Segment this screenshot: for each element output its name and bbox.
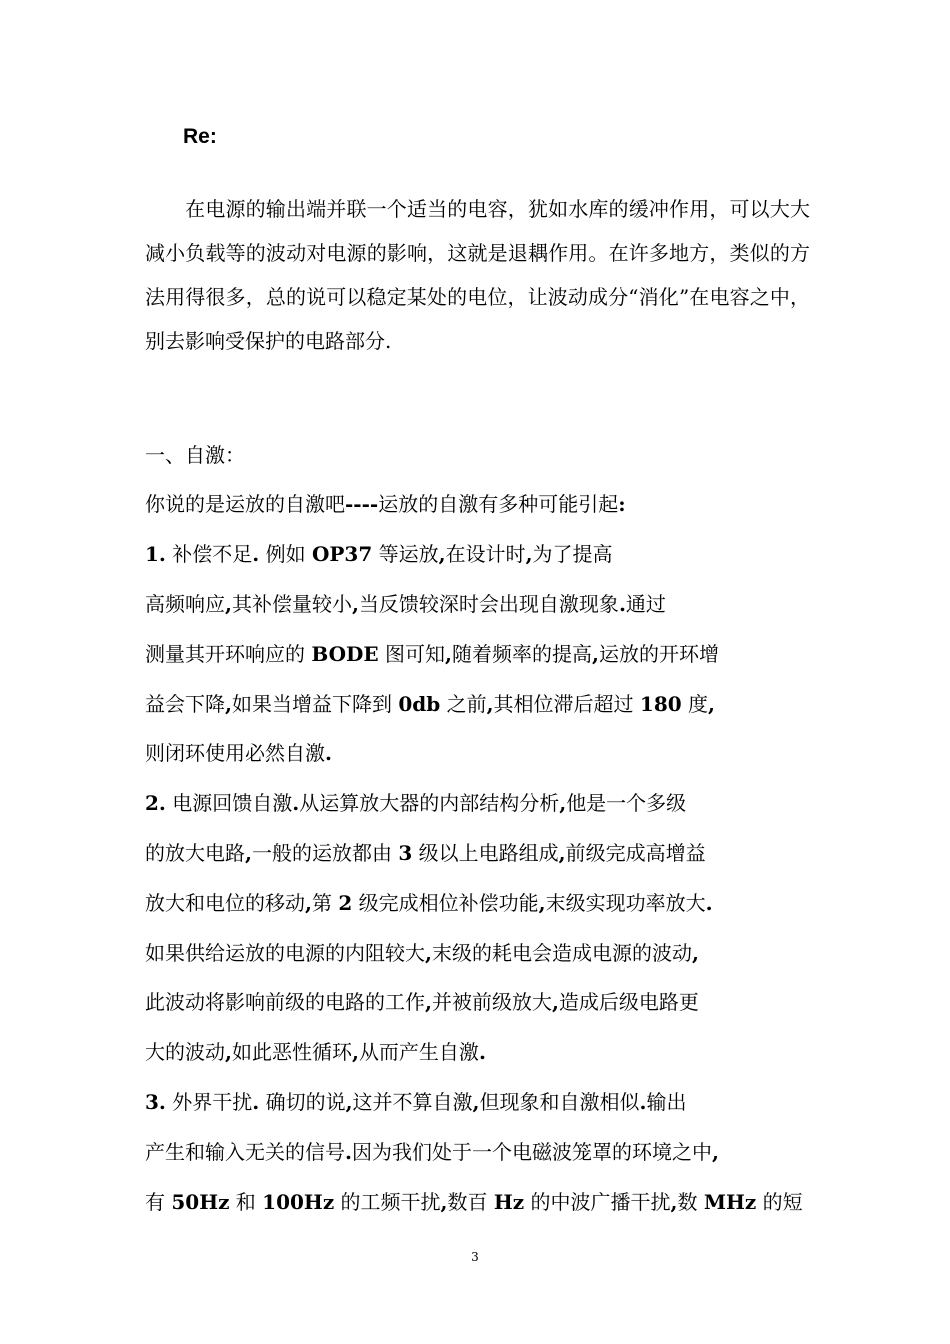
text-run: 在设计时 [445, 542, 526, 566]
text-run: 2. [145, 791, 166, 815]
text-run: 如果供给运放的电源的内阻较大 [145, 941, 425, 965]
text-run: 从而产生自激 [358, 1040, 479, 1064]
text-run: 但现象和自激相似 [479, 1090, 640, 1114]
text-line [145, 440, 245, 470]
text-run: . [478, 1040, 486, 1064]
text-line [145, 938, 699, 968]
text-run: 的工频干扰 [334, 1190, 441, 1214]
text-run: , [559, 791, 567, 815]
text-run: 产生和输入无关的信号 [145, 1140, 345, 1164]
text-run: 2 [338, 891, 353, 915]
text-run: 并被前级放大 [431, 990, 552, 1014]
text-run: 例如 [259, 542, 312, 566]
text-run: : [618, 492, 626, 516]
text-line [145, 788, 686, 818]
text-run: 100Hz [262, 1190, 335, 1214]
text-run: . [345, 1140, 352, 1164]
text-line [145, 1037, 486, 1067]
text-run: 通过 [625, 592, 666, 616]
text-run: 外界干扰 [165, 1090, 253, 1114]
text-run: 放大和电位的移动 [145, 891, 305, 915]
text-line [145, 539, 613, 569]
text-run: Hz [493, 1190, 525, 1214]
text-run: 和 [229, 1190, 263, 1214]
text-run: ---- [345, 492, 379, 516]
text-run: 大的波动 [145, 1040, 225, 1064]
text-run: 电源回馈自激 [165, 791, 293, 815]
text-run: , [486, 692, 494, 716]
text-line [145, 489, 626, 519]
text-run: , [472, 1090, 480, 1114]
text-run: 他是一个多级 [566, 791, 687, 815]
text-run: 如此恶性循环 [231, 1040, 352, 1064]
text-run: , [438, 542, 446, 566]
text-run: . [252, 1090, 260, 1114]
text-run: 末级实现功率放大 [545, 891, 706, 915]
text-run: , [225, 692, 232, 716]
text-run: 等运放 [372, 542, 439, 566]
text-run: . [705, 891, 713, 915]
text-run: , [670, 1190, 678, 1214]
text-run: , [351, 592, 359, 616]
text-run: 第 [311, 891, 339, 915]
text-run: 从运算放大器的内部结构分析 [299, 791, 560, 815]
reply-heading: Re: [183, 125, 217, 148]
text-run: 3 [398, 841, 413, 865]
text-run: 的中波广播干扰 [524, 1190, 671, 1214]
text-line [145, 838, 706, 868]
text-run: 一般的运放都由 [251, 841, 399, 865]
text-run: 因为我们处于一个电磁波笼罩的环境之中 [351, 1140, 712, 1164]
text-run: , [551, 990, 559, 1014]
text-run: 为了提高 [532, 542, 613, 566]
text-run: . [292, 791, 300, 815]
text-run: 图可知 [378, 642, 446, 666]
text-run: , [525, 542, 533, 566]
text-run: 你说的是运放的自激吧 [145, 492, 345, 516]
text-run: 前级完成高增益 [565, 841, 706, 865]
text-run: 级完成相位补偿功能 [352, 891, 539, 915]
text-run: 则闭环使用必然自激 [145, 741, 325, 765]
intro-paragraph [145, 187, 810, 363]
text-run: , [558, 841, 566, 865]
text-run: 数 [677, 1190, 704, 1214]
text-run: , [351, 1040, 359, 1064]
text-run: . [618, 592, 626, 616]
text-run: 50Hz [171, 1190, 230, 1214]
text-run: 180 [639, 692, 682, 716]
text-line [145, 1087, 686, 1117]
text-run: 其相位滞后超过 [493, 692, 640, 716]
text-run: . [639, 1090, 647, 1114]
text-run: . [325, 741, 332, 765]
text-run: , [440, 1190, 448, 1214]
text-run: , [245, 841, 252, 865]
text-run: 此波动将影响前级的电路的工作 [145, 990, 425, 1014]
text-run: , [345, 1090, 353, 1114]
text-run: 级以上电路组成 [412, 841, 559, 865]
intro-paragraph-text: 在电源的输出端并联一个适当的电容，犹如水库的缓冲作用，可以大大减小负载等的波动对电源的影响，这就是退耦作用。在许多地方，类似的方法用得很多，总的说可以稳定某处的电位，让波动成分“消化”在电容之中，别去影响受保护的电路部分. [145, 197, 810, 353]
text-line [145, 987, 699, 1017]
text-run: OP37 [311, 542, 373, 566]
text-line [145, 689, 715, 719]
text-run: 确切的说 [259, 1090, 346, 1114]
text-run: , [591, 642, 599, 666]
text-run: , [691, 941, 699, 965]
text-run: 如果当增益下降到 [231, 692, 399, 716]
text-run: 其补偿量较小 [231, 592, 352, 616]
text-run: 输出 [646, 1090, 687, 1114]
text-run: , [305, 891, 312, 915]
text-line [145, 589, 666, 619]
text-run: , [225, 592, 232, 616]
text-run: 高频响应 [145, 592, 225, 616]
text-run: BODE [311, 642, 379, 666]
text-run: 这并不算自激 [352, 1090, 473, 1114]
text-run: 当反馈较深时会出现自激现象 [358, 592, 619, 616]
text-line [145, 888, 713, 918]
text-run: , [425, 941, 432, 965]
text-run: 数百 [447, 1190, 494, 1214]
text-run: 末级的耗电会造成电源的波动 [431, 941, 692, 965]
text-line [145, 738, 332, 768]
text-run: , [711, 1140, 719, 1164]
text-run: 3. [145, 1090, 166, 1114]
text-run: 有 [145, 1190, 172, 1214]
text-line [145, 1187, 803, 1217]
text-run: 一、自激： [145, 443, 245, 467]
page-number: 3 [471, 1250, 479, 1264]
text-run: 的放大电路 [145, 841, 245, 865]
text-run: 的短 [756, 1190, 803, 1214]
text-run: . [252, 542, 260, 566]
text-line [145, 1137, 719, 1167]
text-run: 之前 [440, 692, 487, 716]
text-run: , [708, 692, 715, 716]
text-run: 随着频率的提高 [451, 642, 592, 666]
text-run: 1. [145, 542, 166, 566]
text-run: , [538, 891, 546, 915]
text-run: 测量其开环响应的 [145, 642, 312, 666]
text-line [145, 639, 719, 669]
text-run: 度 [681, 692, 709, 716]
text-run: 造成后级电路更 [558, 990, 699, 1014]
text-run: , [425, 990, 432, 1014]
text-run: MHz [703, 1190, 757, 1214]
text-run: 补偿不足 [165, 542, 253, 566]
text-run: 益会下降 [145, 692, 225, 716]
text-run: , [445, 642, 452, 666]
text-run: 运放的开环增 [598, 642, 719, 666]
text-run: , [225, 1040, 232, 1064]
text-run: 0db [398, 692, 441, 716]
text-run: 运放的自激有多种可能引起 [378, 492, 619, 516]
